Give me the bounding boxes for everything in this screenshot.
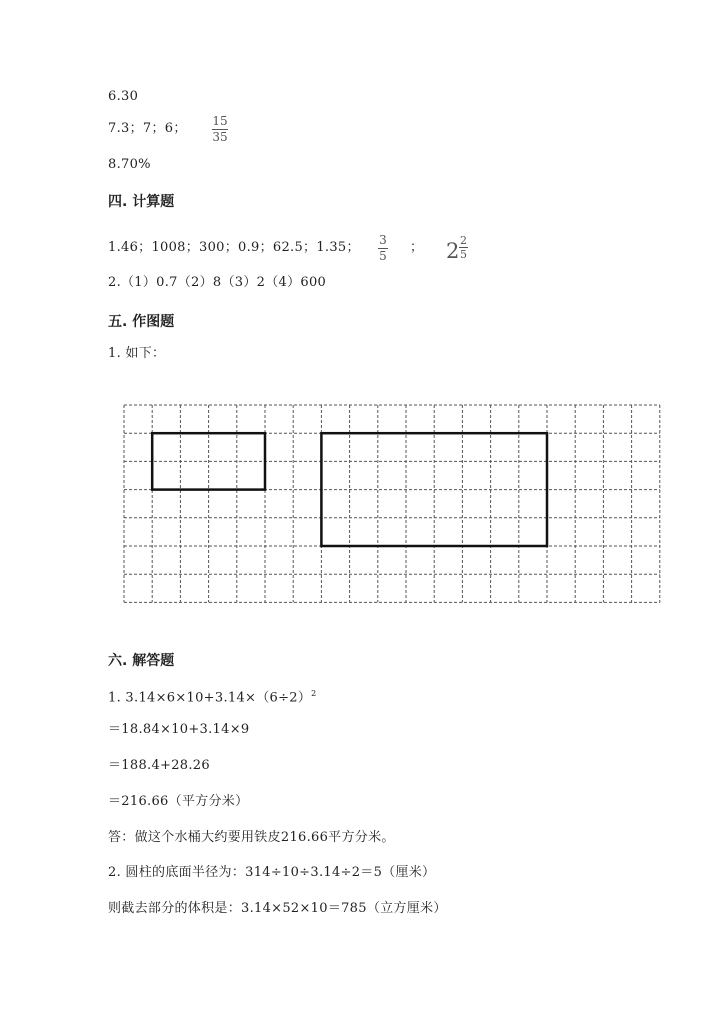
answer-6: 6.30 <box>108 89 139 104</box>
solution-1-answer: 答：做这个水桶大约要用铁皮216.66平方分米。 <box>108 830 395 845</box>
solution-1-line-2: ＝18.84×10+3.14×9 <box>108 722 250 737</box>
mixed-whole: 2 <box>446 239 460 263</box>
fraction-3-5 <box>378 234 388 263</box>
solution-2-line-1: 2. 圆柱的底面半径为：314÷10÷3.14÷2＝5（厘米） <box>108 865 436 880</box>
fraction-denominator: 5 <box>460 248 467 261</box>
calc-separator: ； <box>410 240 424 255</box>
fraction-numerator: 15 <box>212 114 228 128</box>
fraction-numerator: 3 <box>379 233 387 247</box>
solution-1-line-3: ＝188.4+28.26 <box>108 758 210 773</box>
section-heading-solution: 六. 解答题 <box>108 653 175 669</box>
section-heading-calculation: 四. 计算题 <box>108 194 175 210</box>
fraction-numerator: 2 <box>460 234 467 247</box>
calc-answer-2: 2.（1）0.7（2）8（3）2（4）600 <box>108 275 327 290</box>
drawing-answer-1: 1. 如下： <box>108 346 166 361</box>
mixed-number <box>446 235 470 265</box>
fraction-denominator: 5 <box>379 249 387 263</box>
fraction-15-35 <box>212 115 228 144</box>
solution-2-line-2: 则截去部分的体积是：3.14×52×10＝785（立方厘米） <box>108 901 447 916</box>
fraction-denominator: 35 <box>212 130 228 144</box>
exponent: 2 <box>311 689 317 698</box>
mixed-fraction <box>459 235 468 260</box>
calc-answer-1: 1.46；1008；300；0.9；62.5；1.35； <box>108 240 360 255</box>
solution-1-line-1 <box>108 686 317 706</box>
solution-1-line-4: ＝216.66（平方分米） <box>108 794 249 809</box>
answer-7: 7.3；7；6； <box>108 121 187 136</box>
section-heading-drawing: 五. 作图题 <box>108 314 175 330</box>
answer-8: 8.70% <box>108 157 151 172</box>
drawing-grid <box>123 404 665 604</box>
solution-1-expression: 1. 3.14×6×10+3.14×（6÷2） <box>108 690 312 706</box>
